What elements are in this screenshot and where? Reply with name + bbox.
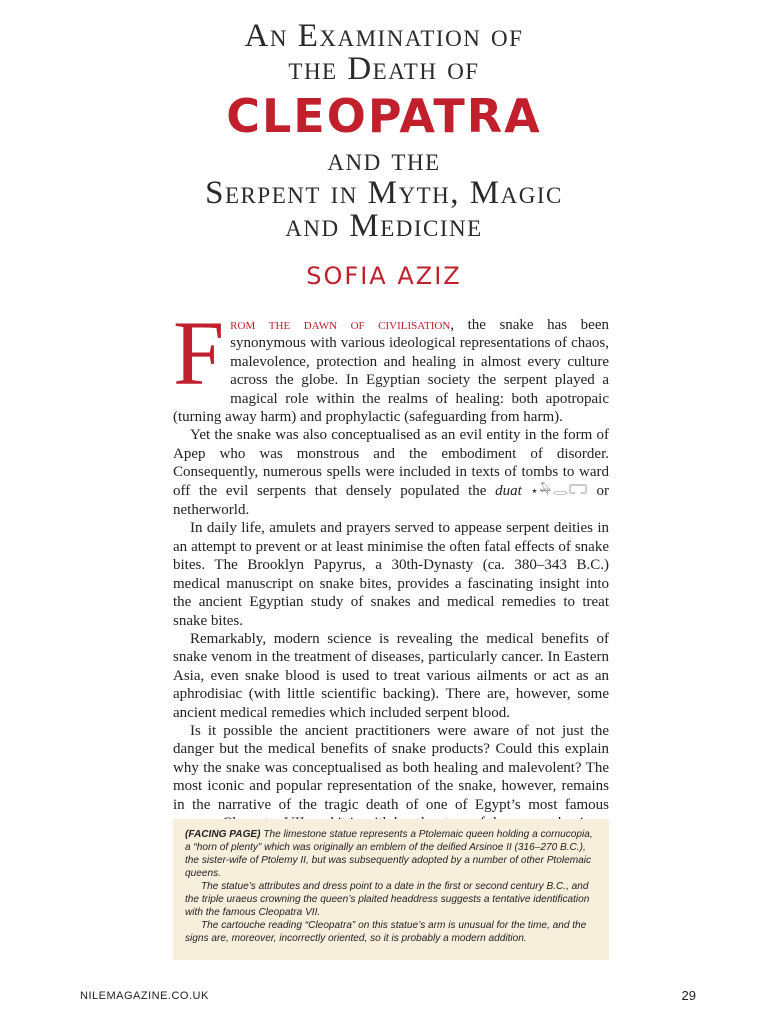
title-highlight: CLEOPATRA xyxy=(226,89,542,143)
paragraph-2-text-a: Yet the snake was also conceptualised as an evil entity in the form of Apep who was monstrous and the embodiment of disorder. Consequently, numerous spells were included in texts of tombs to ward off the evil serpents that densely populated the xyxy=(173,427,609,499)
drop-cap: F xyxy=(173,302,225,404)
paragraph-4: Remarkably, modern science is revealing the medical benefits of snake venom in the treatment of diseases, particularly cancer. In Eastern Asia, even snake blood is used to treat various ailments or act as an aphrodisiac (with little scientific backing). There are, however, some ancient medical remedies which included serpent blood. xyxy=(173,630,609,721)
title-line-4: Serpent in Myth, Magic xyxy=(205,175,563,211)
caption-paragraph-2: The statue’s attributes and dress point to a date in the first or second century B.C., and the triple uraeus crowning the queen’s plaited headdress suggests a tentative identification with the famous Cleopatra VII. xyxy=(185,881,590,918)
article-title xyxy=(0,20,768,243)
lead-in: rom the dawn of civilisation xyxy=(230,317,451,333)
page-number: 29 xyxy=(681,988,696,1003)
paragraph-1-text: , the snake has been synonymous with various ideological representations of chaos, malevolence, protection and healing in almost every culture across the globe. In Egyptian society the serpent played a magical role within the realms of healing: both apotropaic (turning away harm) and prophylactic (safeguarding from harm). xyxy=(173,317,609,426)
title-line-5: and Medicine xyxy=(285,208,483,244)
title-line-1: An Examination of xyxy=(244,18,524,54)
image-caption-box xyxy=(173,819,609,960)
paragraph-2 xyxy=(173,426,609,519)
title-line-3: and the xyxy=(327,142,441,178)
paragraph-2-text-b: or netherworld. xyxy=(173,482,610,519)
caption-paragraph-1 xyxy=(185,828,597,880)
caption-paragraph-3: The cartouche reading “Cleopatra” on this statue’s arm is unusual for the time, and the signs are, moreover, incorrectly oriented, so it is probably a modern addition. xyxy=(185,920,587,944)
author-byline: SOFIA AZIZ xyxy=(306,262,462,290)
paragraph-3: In daily life, amulets and prayers served to appease serpent deities in an attempt to prevent or at least minimise the often fatal effects of snake bites. The Brooklyn Papyrus, a 30th-Dynasty (ca. 380–343 B.C.) medical manuscript on snake bites, provides a fascinating insight into the ancient Egyptian study of snakes and medical remedies to treat snake bites. xyxy=(173,520,609,629)
article-body xyxy=(173,302,610,832)
title-line-2: the Death of xyxy=(288,51,480,87)
paragraph-5: Is it possible the ancient practitioners were aware of not just the danger but the medical benefits of snake products? Could this explain why the snake was conceptualised as both healing and malevolent? The most iconic and popular representation of the snake, however, remains in the narrative of the tragic death of one of Egypt’s most famous xyxy=(173,722,609,813)
duat-term: duat xyxy=(495,482,522,499)
caption-text-1: The limestone statue represents a Ptolemaic queen holding a cornucopia, a “horn of plenty” which was originally an emblem of the deified Arsinoe II (316–270 B.C.), the sister-wife of Ptolemy II, but was subsequently adopted by a number of other Ptolemaic queens. xyxy=(185,829,593,879)
paragraph-1 xyxy=(173,302,609,426)
caption-label: (FACING PAGE) xyxy=(185,829,261,840)
hieroglyph-icon: ⋆𓅆𓂋𓉐 xyxy=(530,483,588,499)
footer-site-url[interactable]: NILEMAGAZINE.CO.UK xyxy=(80,990,209,1002)
